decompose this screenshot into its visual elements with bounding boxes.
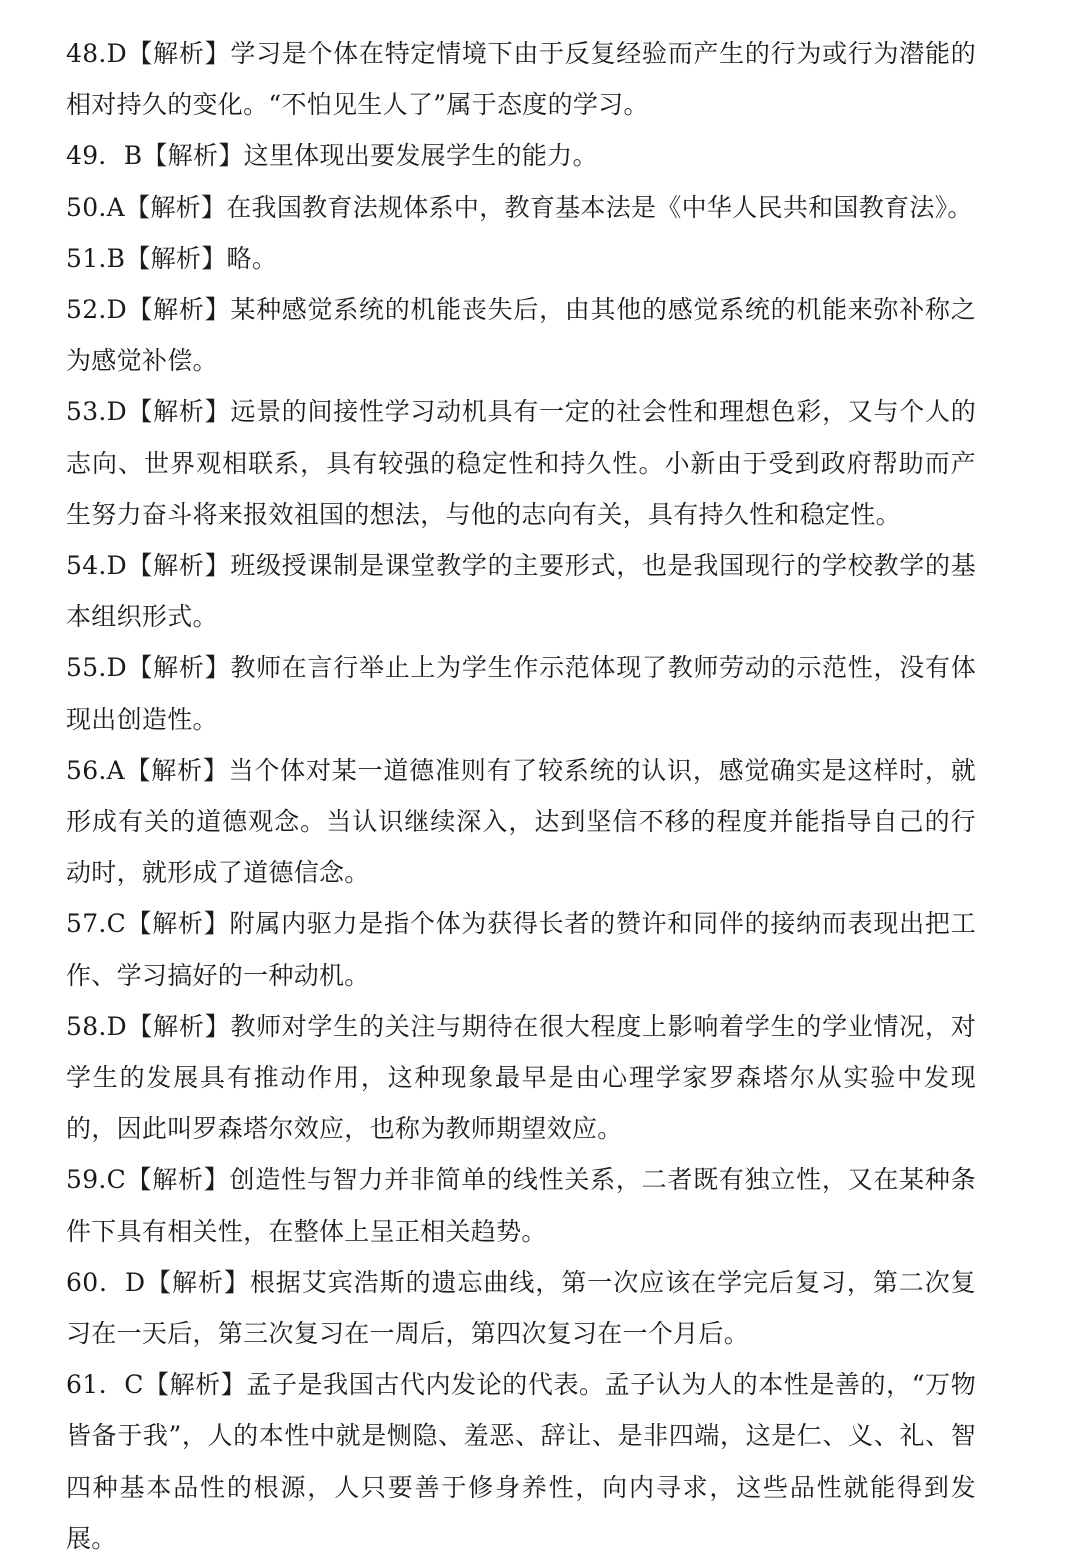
answer-entry-52: 52.D【解析】某种感觉系统的机能丧失后，由其他的感觉系统的机能来弥补称之为感觉补偿。 bbox=[66, 295, 976, 376]
answer-entry-57: 57.C【解析】附属内驱力是指个体为获得长者的赞许和同伴的接纳而表现出把工作、学习搞好的一种动机。 bbox=[66, 909, 976, 990]
answer-entry-48: 48.D【解析】学习是个体在特定情境下由于反复经验而产生的行为或行为潜能的相对持久的变化。“不怕见生人了”属于态度的学习。 bbox=[66, 39, 976, 120]
answer-entry-50: 50.A【解析】在我国教育法规体系中，教育基本法是《中华人民共和国教育法》。 bbox=[66, 192, 973, 222]
answer-entry-58: 58.D【解析】教师对学生的关注与期待在很大程度上影响着学生的学业情况，对学生的发展具有推动作用，这种现象最早是由心理学家罗森塔尔从实验中发现的，因此叫罗森塔尔效应，也称为教师期望效应。 bbox=[66, 1011, 976, 1144]
answer-entry-60: 60．D【解析】根据艾宾浩斯的遗忘曲线，第一次应该在学完后复习，第二次复习在一天后，第三次复习在一周后，第四次复习在一个月后。 bbox=[66, 1267, 976, 1349]
answer-entry-51: 51.B【解析】略。 bbox=[66, 243, 278, 273]
answer-entry-61: 61．C【解析】孟子是我国古代内发论的代表。孟子认为人的本性是善的，“万物皆备于我”，人的本性中就是恻隐、羞恶、辞让、是非四端，这是仁、义、礼、智四种基本品性的根源，人只要善于修身养性，向内寻求，这些品性就能得到发展。 bbox=[66, 1370, 976, 1553]
answer-entry-54: 54.D【解析】班级授课制是课堂教学的主要形式，也是我国现行的学校教学的基本组织形式。 bbox=[66, 551, 976, 632]
answer-entry-53: 53.D【解析】远景的间接性学习动机具有一定的社会性和理想色彩，又与个人的志向、世界观相联系，具有较强的稳定性和持久性。小新由于受到政府帮助而产生努力奋斗将来报效祖国的想法，与他的志向有关，具有持久性和稳定性。 bbox=[66, 397, 976, 529]
answer-entry-56: 56.A【解析】当个体对某一道德准则有了较系统的认识，感觉确实是这样时，就形成有关的道德观念。当认识继续深入，达到坚信不移的程度并能指导自己的行动时，就形成了道德信念。 bbox=[66, 755, 976, 888]
answer-entry-59: 59.C【解析】创造性与智力并非简单的线性关系，二者既有独立性，又在某种条件下具有相关性，在整体上呈正相关趋势。 bbox=[66, 1165, 976, 1246]
answer-entry-55: 55.D【解析】教师在言行举止上为学生作示范体现了教师劳动的示范性，没有体现出创造性。 bbox=[66, 653, 976, 734]
answer-entry-49: 49．B【解析】这里体现出要发展学生的能力。 bbox=[66, 141, 598, 171]
